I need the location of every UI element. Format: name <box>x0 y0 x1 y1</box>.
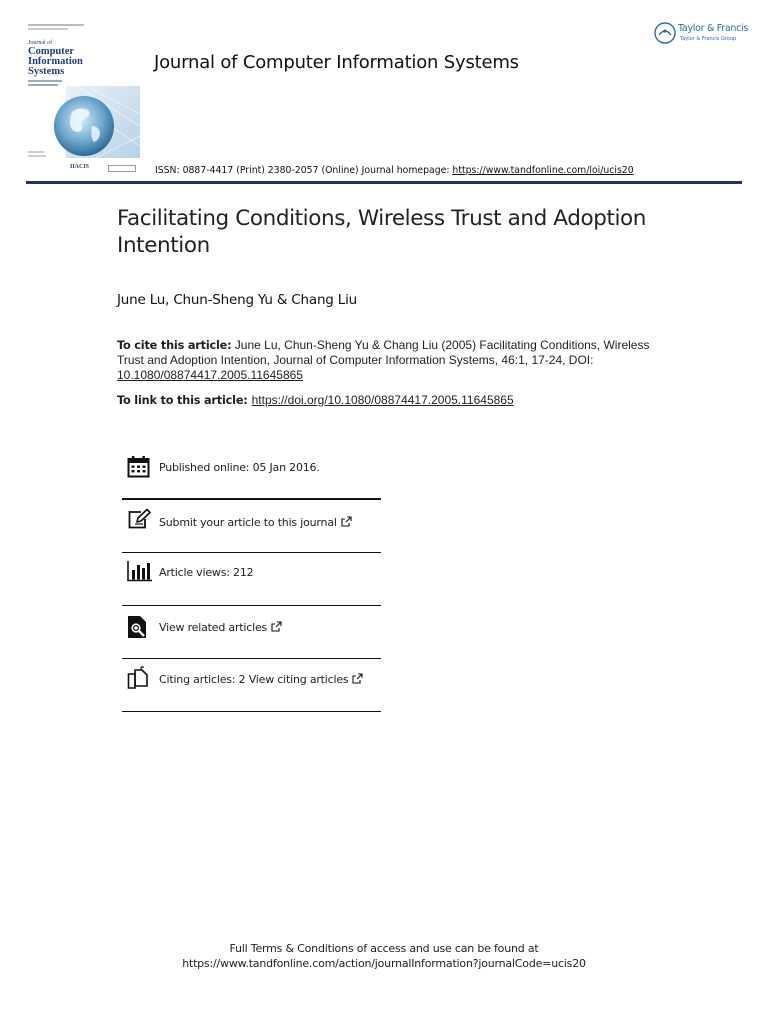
link-label: To link to this article: <box>117 394 248 407</box>
external-link-icon <box>341 516 352 527</box>
published-online-text: Published online: 05 Jan 2016. <box>159 461 320 474</box>
search-document-icon <box>127 615 149 639</box>
info-divider <box>122 711 381 712</box>
external-link-icon <box>271 621 282 632</box>
cite-label: To cite this article: <box>117 339 232 352</box>
cite-text: June Lu, Chun-Sheng Yu & Chang Liu (2005) Facilitating Conditions, Wireless Trust and Adoption Intention, Journal of Computer Information Systems, 46:1, 17-24, DOI: <box>117 338 650 367</box>
cover-subtitle <box>28 80 62 82</box>
cover-title-line: Computer <box>28 46 75 57</box>
taylor-francis-logo[interactable] <box>654 22 754 48</box>
footer-terms-url[interactable]: https://www.tandfonline.com/action/journalInformation?journalCode=ucis20 <box>182 956 586 970</box>
issn-line <box>155 165 634 176</box>
cover-title-line: Information <box>28 56 83 67</box>
publisher-mark <box>108 165 136 172</box>
taylor-francis-emblem-icon <box>654 22 676 44</box>
citing-documents-icon <box>127 666 151 689</box>
citing-articles-text: Citing articles: 2 View citing articles <box>159 673 349 686</box>
iacis-logo: IIACIS <box>70 164 90 170</box>
publisher-group: Taylor & Francis Group <box>680 36 737 42</box>
article-views-text: Article views: 212 <box>159 566 254 579</box>
article-views-row <box>122 553 381 605</box>
article-link-line <box>117 393 514 407</box>
footer-terms-text: Full Terms & Conditions of access and use can be found at <box>229 942 539 955</box>
related-articles-link[interactable] <box>159 621 282 634</box>
terms-footer <box>0 942 768 971</box>
cover-header-text <box>28 28 68 30</box>
submit-article-row[interactable] <box>122 500 381 552</box>
globe-illustration <box>36 86 140 158</box>
issn-text: ISSN: 0887-4417 (Print) 2380-2057 (Online) Journal homepage: <box>155 165 453 176</box>
article-authors: June Lu, Chun-Sheng Yu & Chang Liu <box>117 292 357 308</box>
cite-doi-link[interactable]: 10.1080/08874417.2005.11645865 <box>117 368 303 382</box>
related-articles-row[interactable] <box>122 606 381 658</box>
cover-title <box>28 40 98 77</box>
publisher-name: Taylor & Francis <box>678 23 749 34</box>
calendar-icon <box>127 455 150 478</box>
journal-homepage-link[interactable]: https://www.tandfonline.com/loi/ucis20 <box>452 165 634 176</box>
citing-articles-link[interactable] <box>159 673 363 686</box>
edit-icon <box>127 508 151 530</box>
doi-link[interactable]: https://doi.org/10.1080/08874417.2005.11645865 <box>251 393 514 407</box>
journal-cover-thumbnail <box>26 22 140 180</box>
journal-title: Journal of Computer Information Systems <box>154 52 519 73</box>
cover-volume-text <box>28 151 44 153</box>
external-link-icon <box>352 673 363 684</box>
citing-articles-row[interactable] <box>122 659 381 711</box>
article-title: Facilitating Conditions, Wireless Trust and Adoption Intention <box>117 206 647 258</box>
header-divider <box>26 181 742 184</box>
bar-chart-icon <box>127 560 153 582</box>
submit-article-text: Submit your article to this journal <box>159 516 337 529</box>
cover-header-text <box>28 24 84 26</box>
submit-article-link[interactable] <box>159 516 352 529</box>
cover-pre-title: Journal of <box>28 40 53 46</box>
cover-title-line: Systems <box>28 66 65 77</box>
cover-volume-text <box>28 155 46 157</box>
related-articles-text: View related articles <box>159 621 268 634</box>
citation-block <box>117 338 662 383</box>
published-online-row <box>122 442 381 494</box>
